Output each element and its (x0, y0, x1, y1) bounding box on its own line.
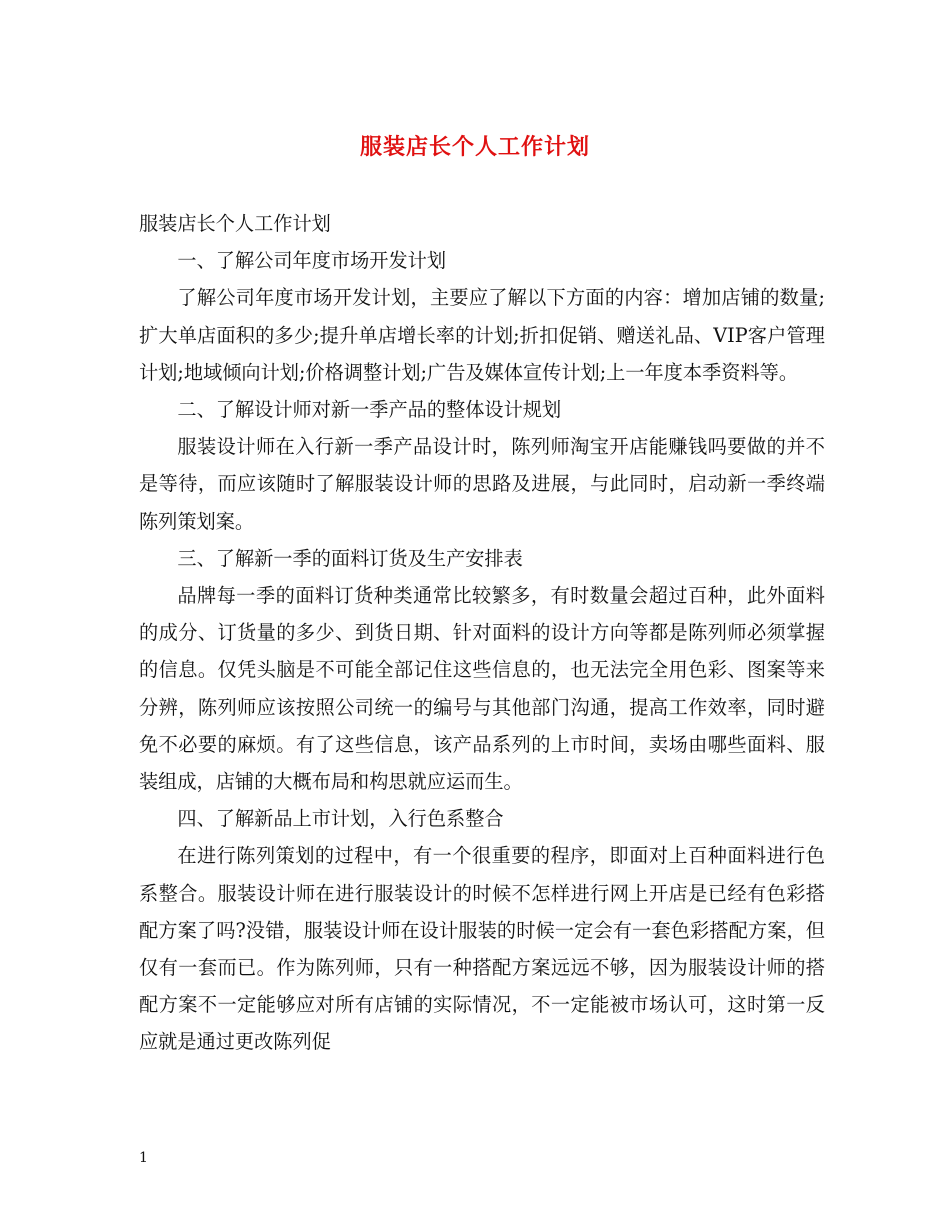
section-heading-1: 一、了解公司年度市场开发计划 (177, 249, 447, 273)
page-number: 1 (139, 1150, 148, 1166)
body-heading: 服装店长个人工作计划 (139, 212, 331, 235)
document-body (139, 205, 825, 1061)
section-paragraph-4: 在进行陈列策划的过程中，有一个很重要的程序，即面对上百种面料进行色系整合。服装设计师在进行服装设计的时候不怎样进行网上开店是已经有色彩搭配方案了吗?没错，服装设计师在设计服装的时候一定会有一套色彩搭配方案，但仅有一套而已。作为陈列师，只有一种搭配方案远远不够，因为服装设计师的搭配方案不一定能够应对所有店铺的实际情况，不一定能被市场认可，这时第一反应就是通过更改陈列促 (139, 844, 825, 1054)
section-heading-2: 二、了解设计师对新一季产品的整体设计规划 (177, 398, 562, 422)
section-paragraph-2: 服装设计师在入行新一季产品设计时，陈列师淘宝开店能赚钱吗要做的并不是等待，而应该随时了解服装设计师的思路及进展，与此同时，启动新一季终端陈列策划案。 (139, 435, 825, 533)
section-heading-3: 三、了解新一季的面料订货及生产安排表 (177, 546, 523, 570)
section-heading-4: 四、了解新品上市计划，入行色系整合 (177, 807, 504, 831)
section-paragraph-1: 了解公司年度市场开发计划，主要应了解以下方面的内容：增加店铺的数量;扩大单店面积的多少;提升单店增长率的计划;折扣促销、赠送礼品、VIP客户管理计划;地域倾向计划;价格调整计划;广告及媒体宣传计划;上一年度本季资料等。 (139, 286, 825, 384)
section-paragraph-3: 品牌每一季的面料订货种类通常比较繁多，有时数量会超过百种，此外面料的成分、订货量的多少、到货日期、针对面料的设计方向等都是陈列师必须掌握的信息。仅凭头脑是不可能全部记住这些信息的，也无法完全用色彩、图案等来分辨，陈列师应该按照公司统一的编号与其他部门沟通，提高工作效率，同时避免不必要的麻烦。有了这些信息，该产品系列的上市时间，卖场由哪些面料、服装组成，店铺的大概布局和构思就应运而生。 (139, 584, 825, 794)
document-title: 服装店长个人工作计划 (359, 134, 590, 160)
